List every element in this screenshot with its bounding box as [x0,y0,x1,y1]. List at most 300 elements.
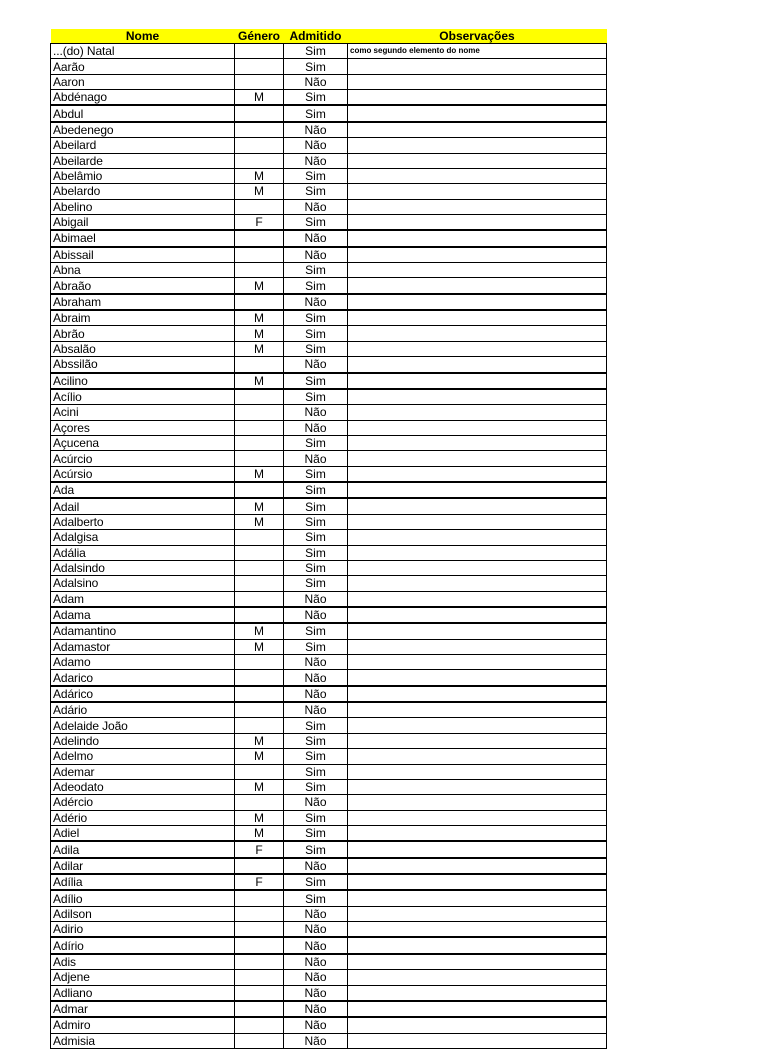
cell-notes [348,841,607,857]
cell-admitted: Não [284,922,348,938]
table-row [51,937,607,953]
table-row [51,779,607,794]
cell-gender: M [235,810,284,825]
cell-notes [348,1017,607,1033]
cell-admitted: Sim [284,59,348,74]
cell-admitted: Sim [284,545,348,560]
cell-admitted: Não [284,357,348,373]
cell-notes [348,591,607,607]
cell-name: Acílio [51,389,235,405]
table-row [51,890,607,906]
cell-admitted: Não [284,153,348,168]
table-row [51,214,607,230]
cell-name: Adalberto [51,514,235,529]
cell-name: Abimael [51,230,235,246]
cell-name: Adelaide João [51,718,235,733]
cell-name: Adiel [51,825,235,841]
cell-gender [235,954,284,970]
cell-gender [235,890,284,906]
cell-notes [348,105,607,121]
cell-notes [348,779,607,794]
cell-gender [235,985,284,1001]
cell-name: Abeilarde [51,153,235,168]
cell-notes [348,530,607,545]
cell-notes [348,954,607,970]
cell-admitted: Sim [284,560,348,575]
cell-gender [235,576,284,591]
table-row [51,749,607,764]
cell-notes [348,74,607,89]
cell-name: Ademar [51,764,235,779]
table-row [51,639,607,654]
cell-admitted: Não [284,702,348,718]
cell-admitted: Não [284,451,348,466]
cell-name: Acúrcio [51,451,235,466]
cell-notes [348,1001,607,1017]
cell-gender [235,1033,284,1048]
cell-admitted: Não [284,230,348,246]
cell-admitted: Sim [284,576,348,591]
cell-notes [348,294,607,310]
cell-name: Abissail [51,247,235,263]
table-row [51,153,607,168]
cell-gender: M [235,168,284,183]
cell-name: Acilino [51,373,235,389]
cell-notes [348,389,607,405]
cell-name: Adarico [51,670,235,686]
cell-name: Açores [51,420,235,435]
names-table [50,29,607,1049]
cell-gender [235,357,284,373]
cell-admitted: Não [284,686,348,702]
cell-notes [348,230,607,246]
cell-gender: M [235,825,284,841]
cell-admitted: Sim [284,482,348,498]
cell-name: Adila [51,841,235,857]
cell-gender: M [235,184,284,199]
cell-name: Adjene [51,970,235,985]
cell-admitted: Sim [284,530,348,545]
cell-name: Adércio [51,795,235,810]
cell-gender: M [235,278,284,294]
cell-admitted: Sim [284,466,348,482]
cell-name: Ada [51,482,235,498]
table-row [51,686,607,702]
cell-gender: M [235,639,284,654]
cell-name: Abraham [51,294,235,310]
cell-notes [348,702,607,718]
cell-notes [348,906,607,921]
cell-name: Adliano [51,985,235,1001]
cell-notes [348,825,607,841]
cell-name: Abraão [51,278,235,294]
cell-admitted: Não [284,405,348,420]
cell-name: Adília [51,874,235,890]
cell-admitted: Não [284,1033,348,1048]
cell-gender [235,764,284,779]
cell-name: Adis [51,954,235,970]
cell-gender: M [235,779,284,794]
cell-admitted: Não [284,795,348,810]
cell-name: ...(do) Natal [51,44,235,59]
cell-notes [348,310,607,326]
header-gender: Género [235,29,284,44]
table-row [51,514,607,529]
cell-name: Acini [51,405,235,420]
cell-gender: M [235,466,284,482]
table-row [51,922,607,938]
table-row [51,466,607,482]
table-row [51,560,607,575]
cell-notes [348,466,607,482]
cell-notes [348,326,607,341]
table-row [51,985,607,1001]
cell-notes [348,214,607,230]
table-row [51,810,607,825]
table-row [51,389,607,405]
cell-notes [348,451,607,466]
cell-name: Adamo [51,655,235,670]
cell-notes [348,405,607,420]
cell-gender: M [235,498,284,514]
cell-name: Admar [51,1001,235,1017]
cell-admitted: Sim [284,623,348,639]
cell-gender [235,59,284,74]
cell-name: Abrão [51,326,235,341]
cell-gender: M [235,341,284,356]
cell-name: Adelmo [51,749,235,764]
cell-gender [235,153,284,168]
cell-notes [348,718,607,733]
table-row [51,184,607,199]
cell-admitted: Sim [284,874,348,890]
table-row [51,954,607,970]
cell-admitted: Sim [284,779,348,794]
cell-admitted: Não [284,138,348,153]
table-row [51,373,607,389]
table-row [51,405,607,420]
cell-notes [348,59,607,74]
cell-name: Adério [51,810,235,825]
table-row [51,545,607,560]
cell-notes [348,138,607,153]
table-body [51,44,607,1049]
cell-gender [235,702,284,718]
table-row [51,199,607,214]
cell-admitted: Não [284,607,348,623]
cell-notes [348,247,607,263]
cell-gender [235,247,284,263]
table-row [51,841,607,857]
table-row [51,498,607,514]
names-spreadsheet [50,29,606,1049]
cell-gender [235,435,284,450]
cell-admitted: Sim [284,764,348,779]
table-row [51,1017,607,1033]
cell-name: Adeodato [51,779,235,794]
cell-notes [348,1033,607,1048]
cell-name: Adilar [51,858,235,874]
cell-name: Abeilard [51,138,235,153]
cell-gender: M [235,373,284,389]
cell-notes [348,122,607,138]
cell-gender [235,686,284,702]
header-row [51,29,607,44]
table-row [51,59,607,74]
cell-name: Adirio [51,922,235,938]
table-row [51,105,607,121]
cell-admitted: Sim [284,90,348,106]
table-row [51,906,607,921]
table-row [51,795,607,810]
header-name: Nome [51,29,235,44]
cell-gender [235,858,284,874]
header-admitted: Admitido [284,29,348,44]
cell-notes [348,560,607,575]
cell-notes [348,607,607,623]
cell-admitted: Sim [284,514,348,529]
cell-gender: M [235,749,284,764]
cell-name: Adam [51,591,235,607]
cell-admitted: Sim [284,841,348,857]
cell-notes [348,670,607,686]
cell-admitted: Sim [284,105,348,121]
cell-notes [348,858,607,874]
cell-name: Abraim [51,310,235,326]
cell-notes: como segundo elemento do nome [348,44,607,59]
table-row [51,310,607,326]
cell-gender [235,970,284,985]
cell-notes [348,874,607,890]
cell-name: Adárico [51,686,235,702]
cell-name: Adário [51,702,235,718]
table-row [51,138,607,153]
cell-notes [348,199,607,214]
table-row [51,122,607,138]
cell-gender [235,591,284,607]
cell-name: Abna [51,263,235,278]
cell-admitted: Sim [284,749,348,764]
cell-admitted: Sim [284,498,348,514]
cell-name: Adália [51,545,235,560]
cell-name: Aaron [51,74,235,89]
cell-notes [348,970,607,985]
cell-gender [235,405,284,420]
cell-gender: M [235,310,284,326]
cell-notes [348,420,607,435]
cell-gender [235,906,284,921]
cell-name: Abedenego [51,122,235,138]
table-row [51,230,607,246]
cell-notes [348,985,607,1001]
cell-notes [348,184,607,199]
cell-admitted: Não [284,591,348,607]
table-row [51,623,607,639]
cell-admitted: Sim [284,639,348,654]
table-row [51,702,607,718]
cell-gender [235,138,284,153]
cell-name: Absalão [51,341,235,356]
cell-admitted: Sim [284,718,348,733]
cell-name: Açucena [51,435,235,450]
cell-name: Admiro [51,1017,235,1033]
cell-admitted: Sim [284,214,348,230]
cell-admitted: Não [284,858,348,874]
cell-name: Abigail [51,214,235,230]
cell-notes [348,922,607,938]
cell-name: Adalgisa [51,530,235,545]
cell-notes [348,810,607,825]
cell-notes [348,514,607,529]
cell-gender: F [235,841,284,857]
cell-admitted: Não [284,970,348,985]
cell-admitted: Não [284,937,348,953]
cell-admitted: Não [284,1001,348,1017]
table-row [51,655,607,670]
cell-name: Abssilão [51,357,235,373]
cell-notes [348,278,607,294]
cell-name: Adírio [51,937,235,953]
table-row [51,294,607,310]
cell-name: Abelardo [51,184,235,199]
cell-notes [348,357,607,373]
cell-name: Abelâmio [51,168,235,183]
cell-gender [235,718,284,733]
cell-admitted: Sim [284,733,348,748]
cell-name: Aarão [51,59,235,74]
table-row [51,858,607,874]
cell-gender [235,420,284,435]
table-row [51,874,607,890]
cell-notes [348,168,607,183]
cell-gender [235,451,284,466]
cell-notes [348,482,607,498]
table-row [51,591,607,607]
table-row [51,718,607,733]
cell-gender: F [235,214,284,230]
cell-notes [348,576,607,591]
cell-notes [348,435,607,450]
cell-admitted: Não [284,954,348,970]
cell-name: Abdul [51,105,235,121]
cell-gender [235,44,284,59]
cell-gender [235,922,284,938]
cell-name: Adílio [51,890,235,906]
cell-admitted: Sim [284,825,348,841]
cell-gender [235,545,284,560]
cell-name: Adamastor [51,639,235,654]
cell-gender [235,263,284,278]
cell-name: Adalsindo [51,560,235,575]
cell-notes [348,263,607,278]
cell-name: Admisia [51,1033,235,1048]
cell-notes [348,153,607,168]
cell-admitted: Não [284,247,348,263]
table-row [51,1033,607,1048]
cell-admitted: Não [284,1017,348,1033]
cell-name: Adalsino [51,576,235,591]
cell-gender: M [235,326,284,341]
cell-admitted: Sim [284,310,348,326]
cell-admitted: Sim [284,389,348,405]
cell-admitted: Não [284,122,348,138]
cell-admitted: Não [284,420,348,435]
cell-gender [235,670,284,686]
cell-gender [235,389,284,405]
table-row [51,278,607,294]
table-row [51,451,607,466]
cell-gender [235,1001,284,1017]
cell-name: Adail [51,498,235,514]
cell-gender [235,230,284,246]
cell-admitted: Não [284,294,348,310]
cell-admitted: Sim [284,278,348,294]
table-row [51,74,607,89]
table-row [51,670,607,686]
cell-name: Abelino [51,199,235,214]
cell-admitted: Não [284,985,348,1001]
cell-gender [235,74,284,89]
table-row [51,341,607,356]
cell-admitted: Sim [284,263,348,278]
cell-notes [348,655,607,670]
table-row [51,1001,607,1017]
cell-admitted: Sim [284,326,348,341]
cell-gender [235,105,284,121]
cell-notes [348,764,607,779]
cell-gender [235,199,284,214]
table-row [51,420,607,435]
cell-notes [348,639,607,654]
cell-notes [348,733,607,748]
cell-name: Adama [51,607,235,623]
table-row [51,44,607,59]
cell-admitted: Sim [284,184,348,199]
table-row [51,435,607,450]
cell-name: Adamantino [51,623,235,639]
table-row [51,168,607,183]
table-row [51,247,607,263]
table-row [51,357,607,373]
cell-admitted: Não [284,199,348,214]
cell-gender [235,607,284,623]
cell-admitted: Sim [284,373,348,389]
cell-gender [235,795,284,810]
cell-gender [235,122,284,138]
table-row [51,970,607,985]
cell-notes [348,373,607,389]
cell-gender [235,655,284,670]
cell-admitted: Sim [284,435,348,450]
cell-notes [348,795,607,810]
cell-notes [348,90,607,106]
table-row [51,576,607,591]
table-row [51,90,607,106]
cell-notes [348,498,607,514]
cell-notes [348,623,607,639]
cell-gender [235,937,284,953]
cell-notes [348,341,607,356]
cell-gender [235,294,284,310]
cell-admitted: Sim [284,168,348,183]
cell-gender: M [235,514,284,529]
cell-gender: M [235,623,284,639]
cell-admitted: Sim [284,44,348,59]
cell-notes [348,749,607,764]
cell-admitted: Não [284,906,348,921]
cell-gender: F [235,874,284,890]
cell-gender: M [235,90,284,106]
